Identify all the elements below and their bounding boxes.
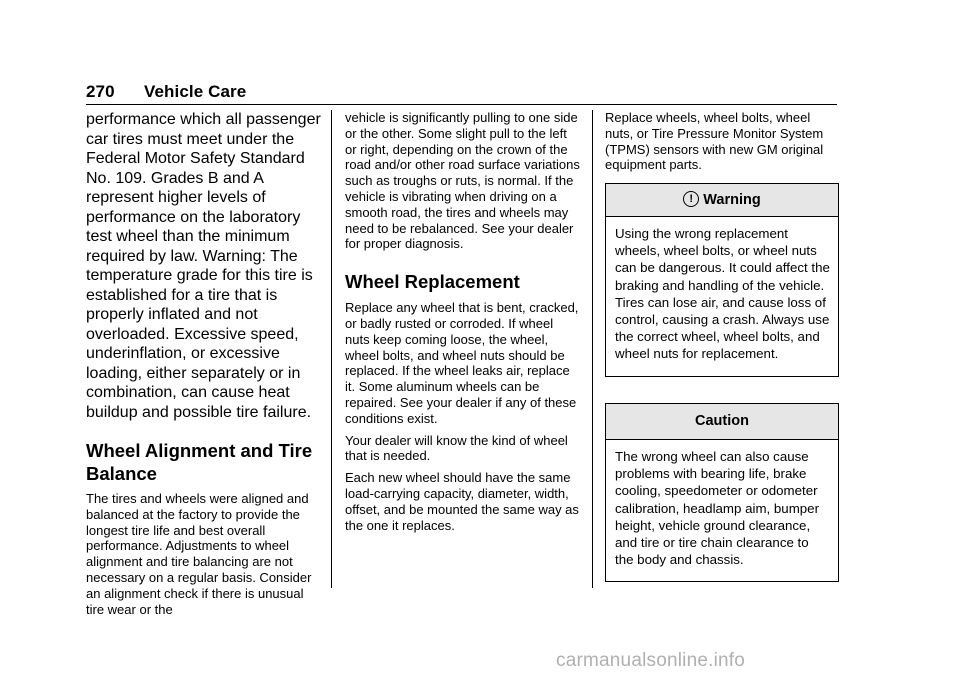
page-number: 270 [86,82,115,101]
body-paragraph: Replace wheels, wheel bolts, wheel nuts, or Tire Pressure Monitor System (TPMS) sensors with new GM original equipment parts. [605,110,824,173]
body-paragraph: Each new wheel should have the same load-carrying capacity, diameter, width, offset, and be mounted the same way as the one it replaces. [345,470,579,533]
warning-title: Warning [703,192,761,208]
section-title: Vehicle Care [144,82,247,101]
warning-text: Using the wrong replacement wheels, wheel bolts, or wheel nuts can be dangerous. It could affect the braking and handling of the vehicle. Tires can lose air, and cause loss of control, causing a crash. Always use the correct wheel, wheel bolts, and wheel nuts for replacement. [615,226,830,362]
page-header [86,82,246,102]
caution-box [605,403,839,582]
caution-title: Caution [606,404,838,440]
body-paragraph: vehicle is significantly pulling to one side or the other. Some slight pull to the left or right, depending on the crown of the road and/or other road surface variations such as troughs or ruts, is normal. If the vehicle is vibrating when driving on a smooth road, the tires and wheels may need to be rebalanced. See your dealer for proper diagnosis. [345,110,580,252]
column-divider [331,110,332,588]
column-3 [605,110,839,173]
caution-text: The wrong wheel can also cause problems with bearing life, brake cooling, speedometer or odometer calibration, headlamp aim, bumper height, vehicle ground clearance, and tire or tire chain clearance to the body and chassis. [615,449,819,568]
exclamation-circle-icon: ! [683,191,699,207]
warning-box [605,183,839,377]
section-heading: Wheel Replacement [345,271,520,293]
watermark: carmanualsonline.info [556,650,746,671]
body-paragraph: performance which all passenger car tires must meet under the Federal Motor Safety Standard No. 109. Grades B and A represent higher levels of performance on the laboratory test wheel than the minimum required by law. Warning: The temperature grade for this tire is established for a tire that is properly inflated and not overloaded. Excessive speed, underinflation, or excessive loading, either separately or in combination, can cause heat buildup and possible tire failure. [86,111,321,421]
column-divider [592,110,593,588]
header-rule [86,104,837,105]
column-1 [86,110,322,617]
body-paragraph: Replace any wheel that is bent, cracked, or badly rusted or corroded. If wheel nuts keep coming loose, the wheel, wheel bolts, and wheel nuts should be replaced. If the wheel leaks air, replace it. Some aluminum wheels can be repaired. See your dealer if any of these conditions exist. [345,300,579,426]
warning-header [606,184,838,217]
column-2 [345,110,581,539]
body-paragraph: Your dealer will know the kind of wheel that is needed. [345,432,568,464]
section-heading: Wheel Alignment and Tire Balance [86,440,313,484]
body-paragraph: The tires and wheels were aligned and balanced at the factory to provide the longest tire life and best overall performance. Adjustments to wheel alignment and tire balancing are not necessary on a regular basis. Consider an alignment check if there is unusual tire wear or the [86,491,312,617]
